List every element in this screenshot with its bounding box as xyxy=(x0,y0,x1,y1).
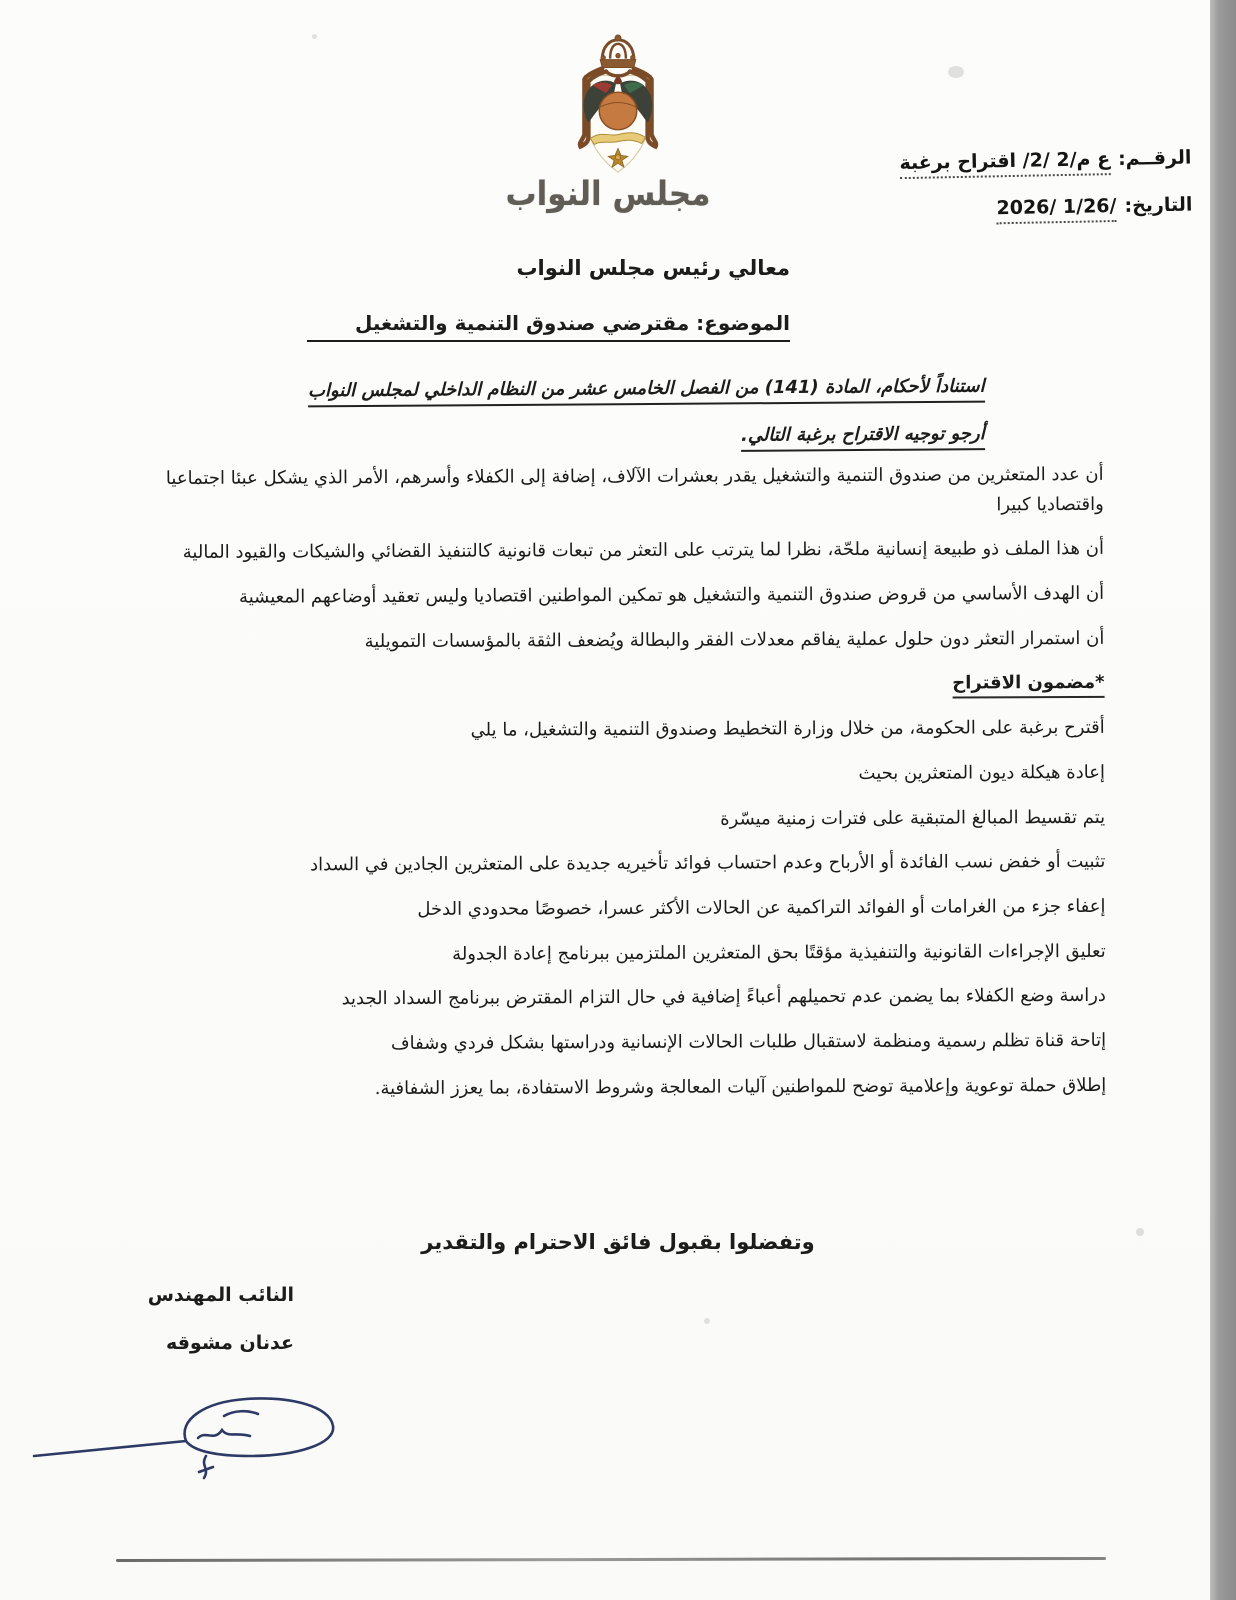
handwritten-signature xyxy=(28,1372,380,1484)
closing-salutation: وتفضلوا بقبول فائق الاحترام والتقدير xyxy=(421,1230,815,1254)
crest-globe xyxy=(599,92,636,129)
royal-crest-icon xyxy=(548,32,688,180)
preamble-paragraph: أن الهدف الأساسي من قروض صندوق التنمية والتشغيل هو تمكين المواطنين اقتصاديا وليس تعقيد أوضاعهم المعيشية xyxy=(238,582,1105,608)
signatory-title: النائب المهندس xyxy=(147,1284,294,1306)
legal-basis-line xyxy=(308,376,985,408)
date-value: 2026/ 1/26/ xyxy=(996,195,1116,224)
proposal-heading xyxy=(139,668,1104,702)
proposal-item: إعفاء جزء من الغرامات أو الفوائد التراكمية عن الحالات الأكثر عسرا، خصوصًا محدودي الدخل xyxy=(417,895,1106,920)
date-line xyxy=(832,194,1192,228)
subject-line xyxy=(307,311,790,342)
letter-body xyxy=(139,460,1107,1120)
scan-speck xyxy=(312,34,317,39)
legal-basis-text: استناداً لأحكام، المادة (141) من الفصل الخامس عشر من النظام الداخلي لمجلس النواب xyxy=(308,376,985,408)
parliament-name-calligraphy: مجلس النواب xyxy=(505,174,711,214)
reference-number-line xyxy=(831,147,1191,181)
preamble-paragraph: أن عدد المتعثرين من صندوق التنمية والتشغيل يقدر بعشرات الآلاف، إضافة إلى الكفلاء وأسرهم، الأمر الذي يشكل عبئا اجتماعيا واقتصاديا كبيرا xyxy=(165,463,1104,516)
date-label: التاريخ: xyxy=(1124,193,1193,217)
proposal-item: يتم تقسيط المبالغ المتبقية على فترات زمنية ميسّرة xyxy=(720,806,1106,830)
request-text: أرجو توجيه الاقتراح برغبة التالي. xyxy=(741,423,985,452)
reference-number-value: ع م/2 /2/ اقتراح برغبة xyxy=(899,148,1110,179)
signatory-block xyxy=(116,1284,294,1354)
recipient-line: معالي رئيس مجلس النواب xyxy=(516,256,790,280)
page-bottom-edge-line xyxy=(116,1557,1106,1562)
request-line xyxy=(741,423,985,452)
signatory-name: عدنان مشوقه xyxy=(165,1332,294,1354)
reference-number-label: الرقــم: xyxy=(1117,146,1192,170)
proposal-item: إعادة هيكلة ديون المتعثرين بحيث xyxy=(858,761,1105,784)
scan-speck xyxy=(948,66,964,78)
proposal-heading-text: *مضمون الاقتراح xyxy=(952,672,1104,699)
scanner-edge-strip xyxy=(1210,0,1236,1600)
proposal-item: دراسة وضع الكفلاء بما يضمن عدم تحميلهم أعباءً إضافية في حال التزام المقترض ببرنامج السداد الجديد xyxy=(341,985,1106,1010)
subject-text: الموضوع: مقترضي صندوق التنمية والتشغيل xyxy=(307,311,790,342)
proposal-intro: أقترح برغبة على الحكومة، من خلال وزارة التخطيط وصندوق التنمية والتشغيل، ما يلي xyxy=(470,717,1105,741)
proposal-item: تعليق الإجراءات القانونية والتنفيذية مؤقتًا بحق المتعثرين الملتزمين ببرنامج إعادة الجدولة xyxy=(452,940,1106,965)
scan-speck xyxy=(704,1318,710,1324)
preamble-paragraph: أن هذا الملف ذو طبيعة إنسانية ملحّة، نظرا لما يترتب على التعثر من تبعات قانونية كالتنفيذ القضائي والشيكات والقيود المالية xyxy=(182,538,1104,564)
reference-block xyxy=(831,147,1192,228)
preamble-paragraph: أن استمرار التعثر دون حلول عملية يفاقم معدلات الفقر والبطالة ويُضعف الثقة بالمؤسسات التمويلية xyxy=(364,627,1105,652)
proposal-item: إتاحة قناة تظلم رسمية ومنظمة لاستقبال طلبات الحالات الإنسانية ودراستها بشكل فردي وشفاف xyxy=(390,1029,1107,1054)
proposal-item: تثبيت أو خفض نسب الفائدة أو الأرباح وعدم احتساب فوائد تأخيريه جديدة على المتعثرين الجادين في السداد xyxy=(310,851,1106,876)
proposal-item: إطلاق حملة توعوية وإعلامية توضح للمواطنين آليات المعالجة وشروط الاستفادة، بما يعزز الشفافية. xyxy=(374,1074,1107,1099)
